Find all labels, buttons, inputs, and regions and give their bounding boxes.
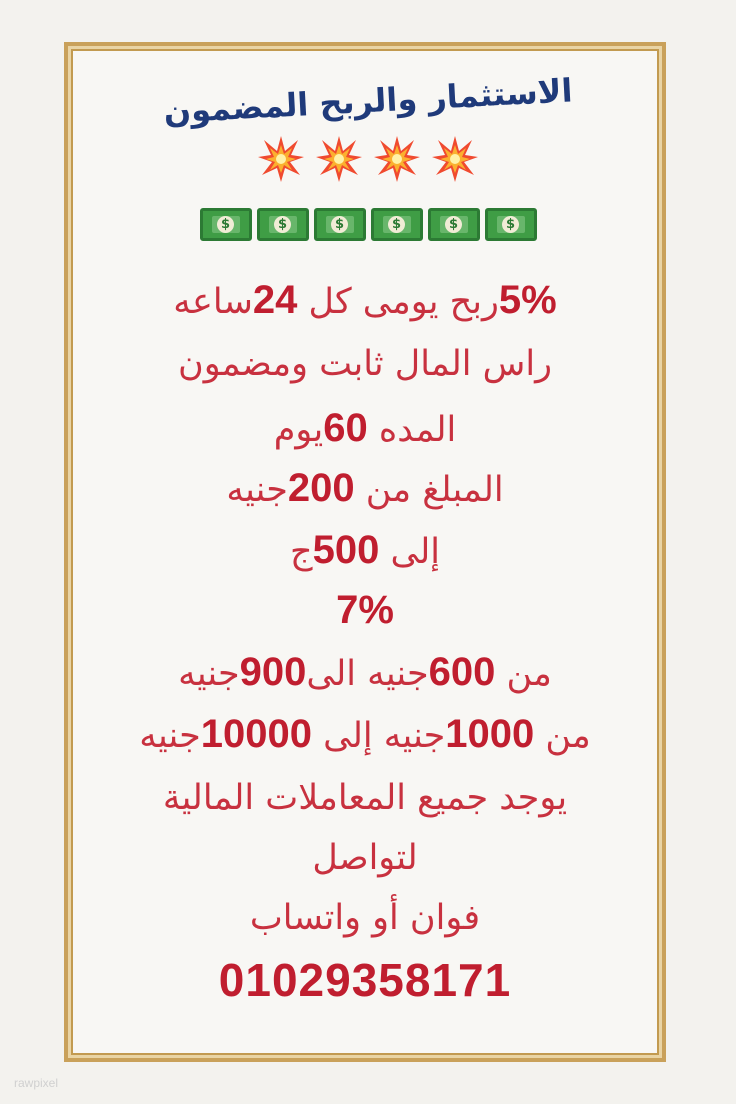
amount-to-line: إلى 500ج	[289, 528, 441, 572]
bills-row	[0, 208, 736, 241]
range-1000-10000-line: من 1000جنيه إلى 10000جنيه	[139, 712, 591, 756]
transactions-line: يوجد جميع المعاملات المالية	[162, 778, 568, 818]
dollar-banknote-icon: $	[200, 208, 252, 241]
collision-icon	[314, 134, 364, 184]
dollar-banknote-icon: $	[485, 208, 537, 241]
dollar-banknote-icon: $	[257, 208, 309, 241]
range-600-900-line: من 600جنيه الى900جنيه	[178, 650, 552, 694]
contact-line: لتواصل	[312, 838, 418, 878]
dollar-banknote-icon: $	[314, 208, 366, 241]
dollar-banknote-icon: $	[371, 208, 423, 241]
collision-icon	[430, 134, 480, 184]
daily-profit-line: 5%ربح يومى كل 24ساعه	[173, 278, 557, 322]
phone-whatsapp-line: فوان أو واتساب	[249, 898, 481, 938]
page-title: الاستثمار والربح المضمون	[162, 71, 574, 131]
duration-line: المده 60يوم	[273, 406, 457, 450]
watermark: rawpixel	[14, 1076, 59, 1090]
stars-row	[0, 134, 736, 184]
capital-line: راس المال ثابت ومضمون	[178, 344, 552, 384]
collision-icon	[256, 134, 306, 184]
percent-line: 7%	[336, 588, 394, 632]
phone-number[interactable]: 01029358171	[218, 954, 512, 1006]
dollar-banknote-icon: $	[428, 208, 480, 241]
collision-icon	[372, 134, 422, 184]
amount-from-line: المبلغ من 200جنيه	[226, 466, 504, 510]
